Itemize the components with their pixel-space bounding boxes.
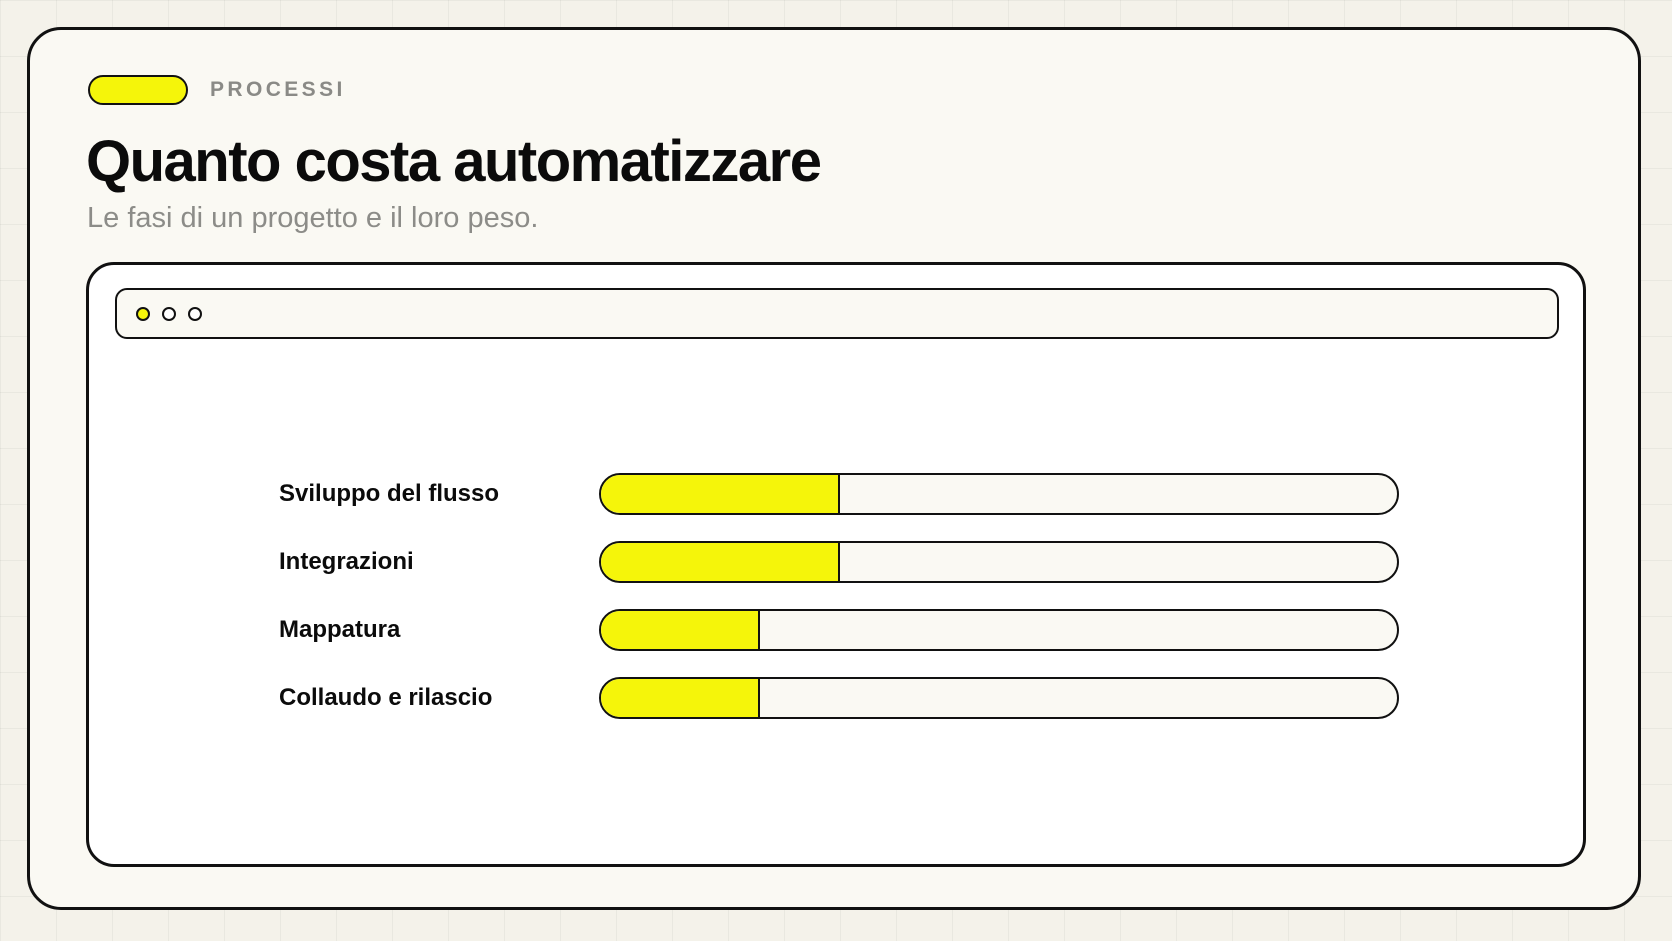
bar-track: [599, 609, 1399, 651]
window-dot-icon: [136, 307, 150, 321]
slide-card: [27, 27, 1641, 910]
bar-row: [279, 473, 1479, 515]
bar-label: Mappatura: [279, 616, 401, 643]
bar-fill: [601, 543, 840, 581]
page-title: Quanto costa automatizzare: [86, 129, 821, 194]
bar-label: Sviluppo del flusso: [279, 480, 500, 507]
page-subtitle: Le fasi di un progetto e il loro peso.: [87, 202, 539, 234]
section-tag: PROCESSI: [210, 78, 346, 101]
bar-row: [279, 541, 1479, 583]
browser-window: [86, 262, 1586, 867]
bar-label: Integrazioni: [279, 548, 414, 575]
phase-bars: [279, 473, 1479, 745]
bar-row: [279, 609, 1479, 651]
bar-track: [599, 541, 1399, 583]
window-dot-icon: [188, 307, 202, 321]
bar-fill: [601, 475, 840, 513]
bar-fill: [601, 611, 760, 649]
window-toolbar: [115, 288, 1559, 339]
bar-row: [279, 677, 1479, 719]
tag-pill: [88, 75, 188, 105]
bar-label: Collaudo e rilascio: [279, 684, 493, 711]
bar-track: [599, 473, 1399, 515]
bar-fill: [601, 679, 760, 717]
bar-track: [599, 677, 1399, 719]
window-dot-icon: [162, 307, 176, 321]
